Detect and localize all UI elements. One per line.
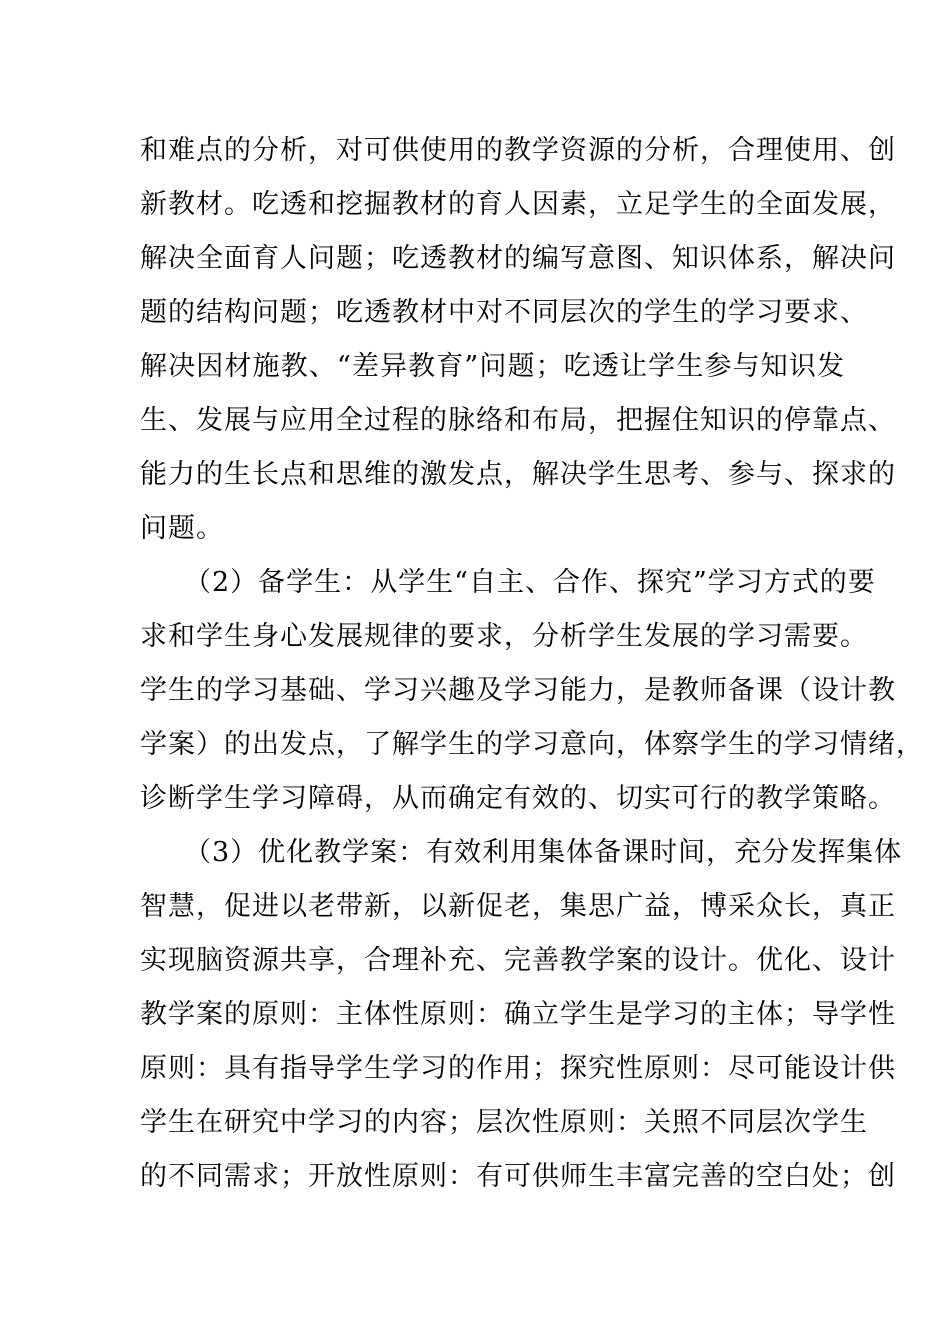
text-line: 题的结构问题；吃透教材中对不同层次的学生的学习要求、 <box>140 297 868 328</box>
text-line: 能力的生长点和思维的激发点，解决学生思考、参与、探求的 <box>140 459 896 490</box>
text-line: 解决因材施教、“差异教育”问题；吃透让学生参与知识发 <box>140 351 845 382</box>
text-line: 智慧，促进以老带新，以新促老，集思广益，博采众长，真正 <box>140 891 896 922</box>
text-line: 学生在研究中学习的内容；层次性原则：关照不同层次学生 <box>140 1107 868 1138</box>
text-line: 的不同需求；开放性原则：有可供师生丰富完善的空白处；创 <box>140 1161 896 1192</box>
paragraph-heading-3: （3）优化教学案：有效利用集体备课时间，充分发挥集体 <box>184 837 903 868</box>
paragraph-heading-2: （2）备学生：从学生“自主、合作、探究”学习方式的要 <box>184 567 876 598</box>
body-text <box>140 124 924 1204</box>
text-line: 问题。 <box>140 513 224 544</box>
text-line: 学案）的出发点，了解学生的学习意向，体察学生的学习情绪， <box>140 729 924 760</box>
text-line: 解决全面育人问题；吃透教材的编写意图、知识体系，解决问 <box>140 243 896 274</box>
text-line: 和难点的分析，对可供使用的教学资源的分析，合理使用、创 <box>140 135 896 166</box>
text-line: 原则：具有指导学生学习的作用；探究性原则：尽可能设计供 <box>140 1053 896 1084</box>
text-line: 新教材。吃透和挖掘教材的育人因素，立足学生的全面发展， <box>140 189 896 220</box>
text-line: 学生的学习基础、学习兴趣及学习能力，是教师备课（设计教 <box>140 675 896 706</box>
text-line: 生、发展与应用全过程的脉络和布局，把握住知识的停靠点、 <box>140 405 896 436</box>
text-line: 实现脑资源共享，合理补充、完善教学案的设计。优化、设计 <box>140 945 896 976</box>
text-line: 教学案的原则：主体性原则：确立学生是学习的主体；导学性 <box>140 999 896 1030</box>
text-line: 诊断学生学习障碍，从而确定有效的、切实可行的教学策略。 <box>140 783 896 814</box>
text-line: 求和学生身心发展规律的要求，分析学生发展的学习需要。 <box>140 621 868 652</box>
